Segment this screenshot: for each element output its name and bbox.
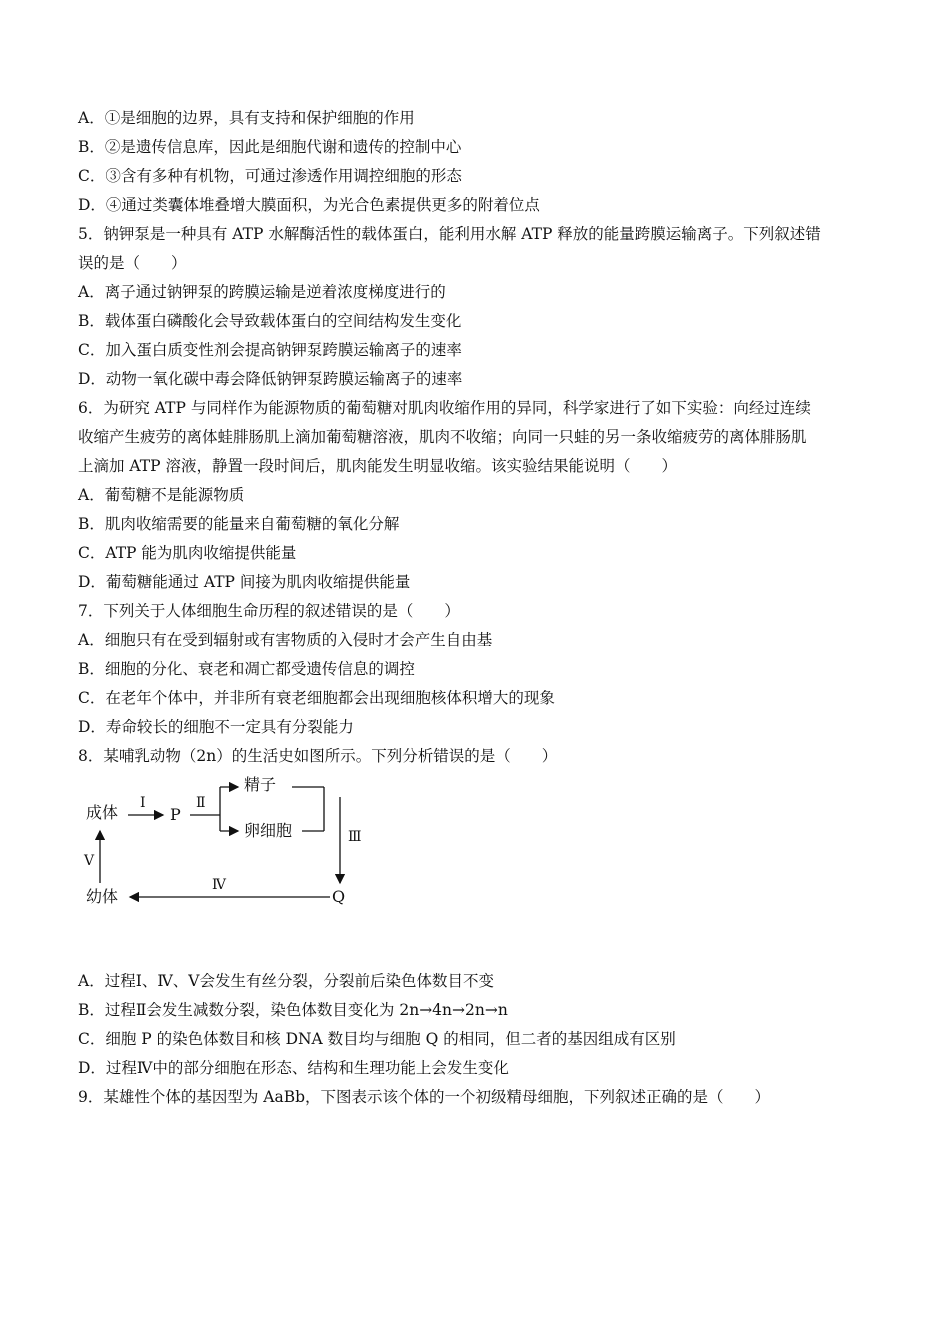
- q4-option-d: D．④通过类囊体堆叠增大膜面积，为光合色素提供更多的附着位点: [78, 196, 540, 214]
- q7-option-b: B．细胞的分化、衰老和凋亡都受遗传信息的调控: [78, 660, 415, 678]
- life-cycle-diagram: [78, 775, 878, 957]
- q6-stem-line1: 6．为研究 ATP 与同样作为能源物质的葡萄糖对肌肉收缩作用的异同，科学家进行了如下实验：向经过连续: [78, 399, 811, 417]
- q8-option-a: A．过程Ⅰ、Ⅳ、Ⅴ会发生有丝分裂，分裂前后染色体数目不变: [78, 972, 494, 990]
- exam-page: [78, 104, 878, 1112]
- label-step-3: Ⅲ: [348, 829, 362, 845]
- q4-option-b: B．②是遗传信息库，因此是细胞代谢和遗传的控制中心: [78, 138, 462, 156]
- q8-option-b: B．过程Ⅱ会发生减数分裂，染色体数目变化为 2n→4n→2n→n: [78, 1001, 508, 1019]
- label-step-4: Ⅳ: [212, 877, 226, 893]
- q4-option-a: A．①是细胞的边界，具有支持和保护细胞的作用: [78, 109, 415, 127]
- q6-option-b: B．肌肉收缩需要的能量来自葡萄糖的氧化分解: [78, 515, 400, 533]
- q6-stem-line3: 上滴加 ATP 溶液，静置一段时间后，肌肉能发生明显收缩。该实验结果能说明（ ）: [78, 457, 677, 475]
- q5-option-d: D．动物一氧化碳中毒会降低钠钾泵跨膜运输离子的速率: [78, 370, 463, 388]
- q6-option-a: A．葡萄糖不是能源物质: [78, 486, 245, 504]
- q4-option-c: C．③含有多种有机物，可通过渗透作用调控细胞的形态: [78, 167, 462, 185]
- q5-stem-line1: 5．钠钾泵是一种具有 ATP 水解酶活性的载体蛋白，能利用水解 ATP 释放的能量跨膜运输离子。下列叙述错: [78, 225, 821, 243]
- q5-option-b: B．载体蛋白磷酸化会导致载体蛋白的空间结构发生变化: [78, 312, 462, 330]
- q8-stem: 8．某哺乳动物（2n）的生活史如图所示。下列分析错误的是（ ）: [78, 747, 558, 765]
- q5-stem-line2: 误的是（ ）: [78, 254, 187, 272]
- q7-option-a: A．细胞只有在受到辐射或有害物质的入侵时才会产生自由基: [78, 631, 493, 649]
- q9-stem: 9．某雄性个体的基因型为 AaBb，下图表示该个体的一个初级精母细胞，下列叙述正确的是（ ）: [78, 1088, 771, 1106]
- label-step-5: Ⅴ: [84, 853, 95, 869]
- label-sperm: 精子: [244, 775, 277, 794]
- q8-option-c: C．细胞 P 的染色体数目和核 DNA 数目均与细胞 Q 的相同，但二者的基因组成有区别: [78, 1030, 676, 1048]
- label-juvenile: 幼体: [86, 887, 119, 906]
- q5-option-c: C．加入蛋白质变性剂会提高钠钾泵跨膜运输离子的速率: [78, 341, 462, 359]
- q7-option-d: D．寿命较长的细胞不一定具有分裂能力: [78, 718, 354, 736]
- label-adult: 成体: [86, 803, 119, 822]
- life-cycle-arrows: [78, 775, 398, 957]
- q5-option-a: A．离子通过钠钾泵的跨膜运输是逆着浓度梯度进行的: [78, 283, 446, 301]
- q8-option-d: D．过程Ⅳ中的部分细胞在形态、结构和生理功能上会发生变化: [78, 1059, 509, 1077]
- label-q: Q: [332, 887, 346, 906]
- q7-option-c: C．在老年个体中，并非所有衰老细胞都会出现细胞核体积增大的现象: [78, 689, 555, 707]
- q7-stem: 7．下列关于人体细胞生命历程的叙述错误的是（ ）: [78, 602, 460, 620]
- label-step-2: Ⅱ: [196, 795, 206, 811]
- label-p: P: [170, 805, 181, 824]
- q6-stem-line2: 收缩产生疲劳的离体蛙腓肠肌上滴加葡萄糖溶液，肌肉不收缩；向同一只蛙的另一条收缩疲劳的离体腓肠肌: [78, 428, 807, 446]
- q6-option-d: D．葡萄糖能通过 ATP 间接为肌肉收缩提供能量: [78, 573, 411, 591]
- label-egg: 卵细胞: [244, 821, 293, 840]
- label-step-1: Ⅰ: [140, 795, 146, 811]
- q6-option-c: C．ATP 能为肌肉收缩提供能量: [78, 544, 297, 562]
